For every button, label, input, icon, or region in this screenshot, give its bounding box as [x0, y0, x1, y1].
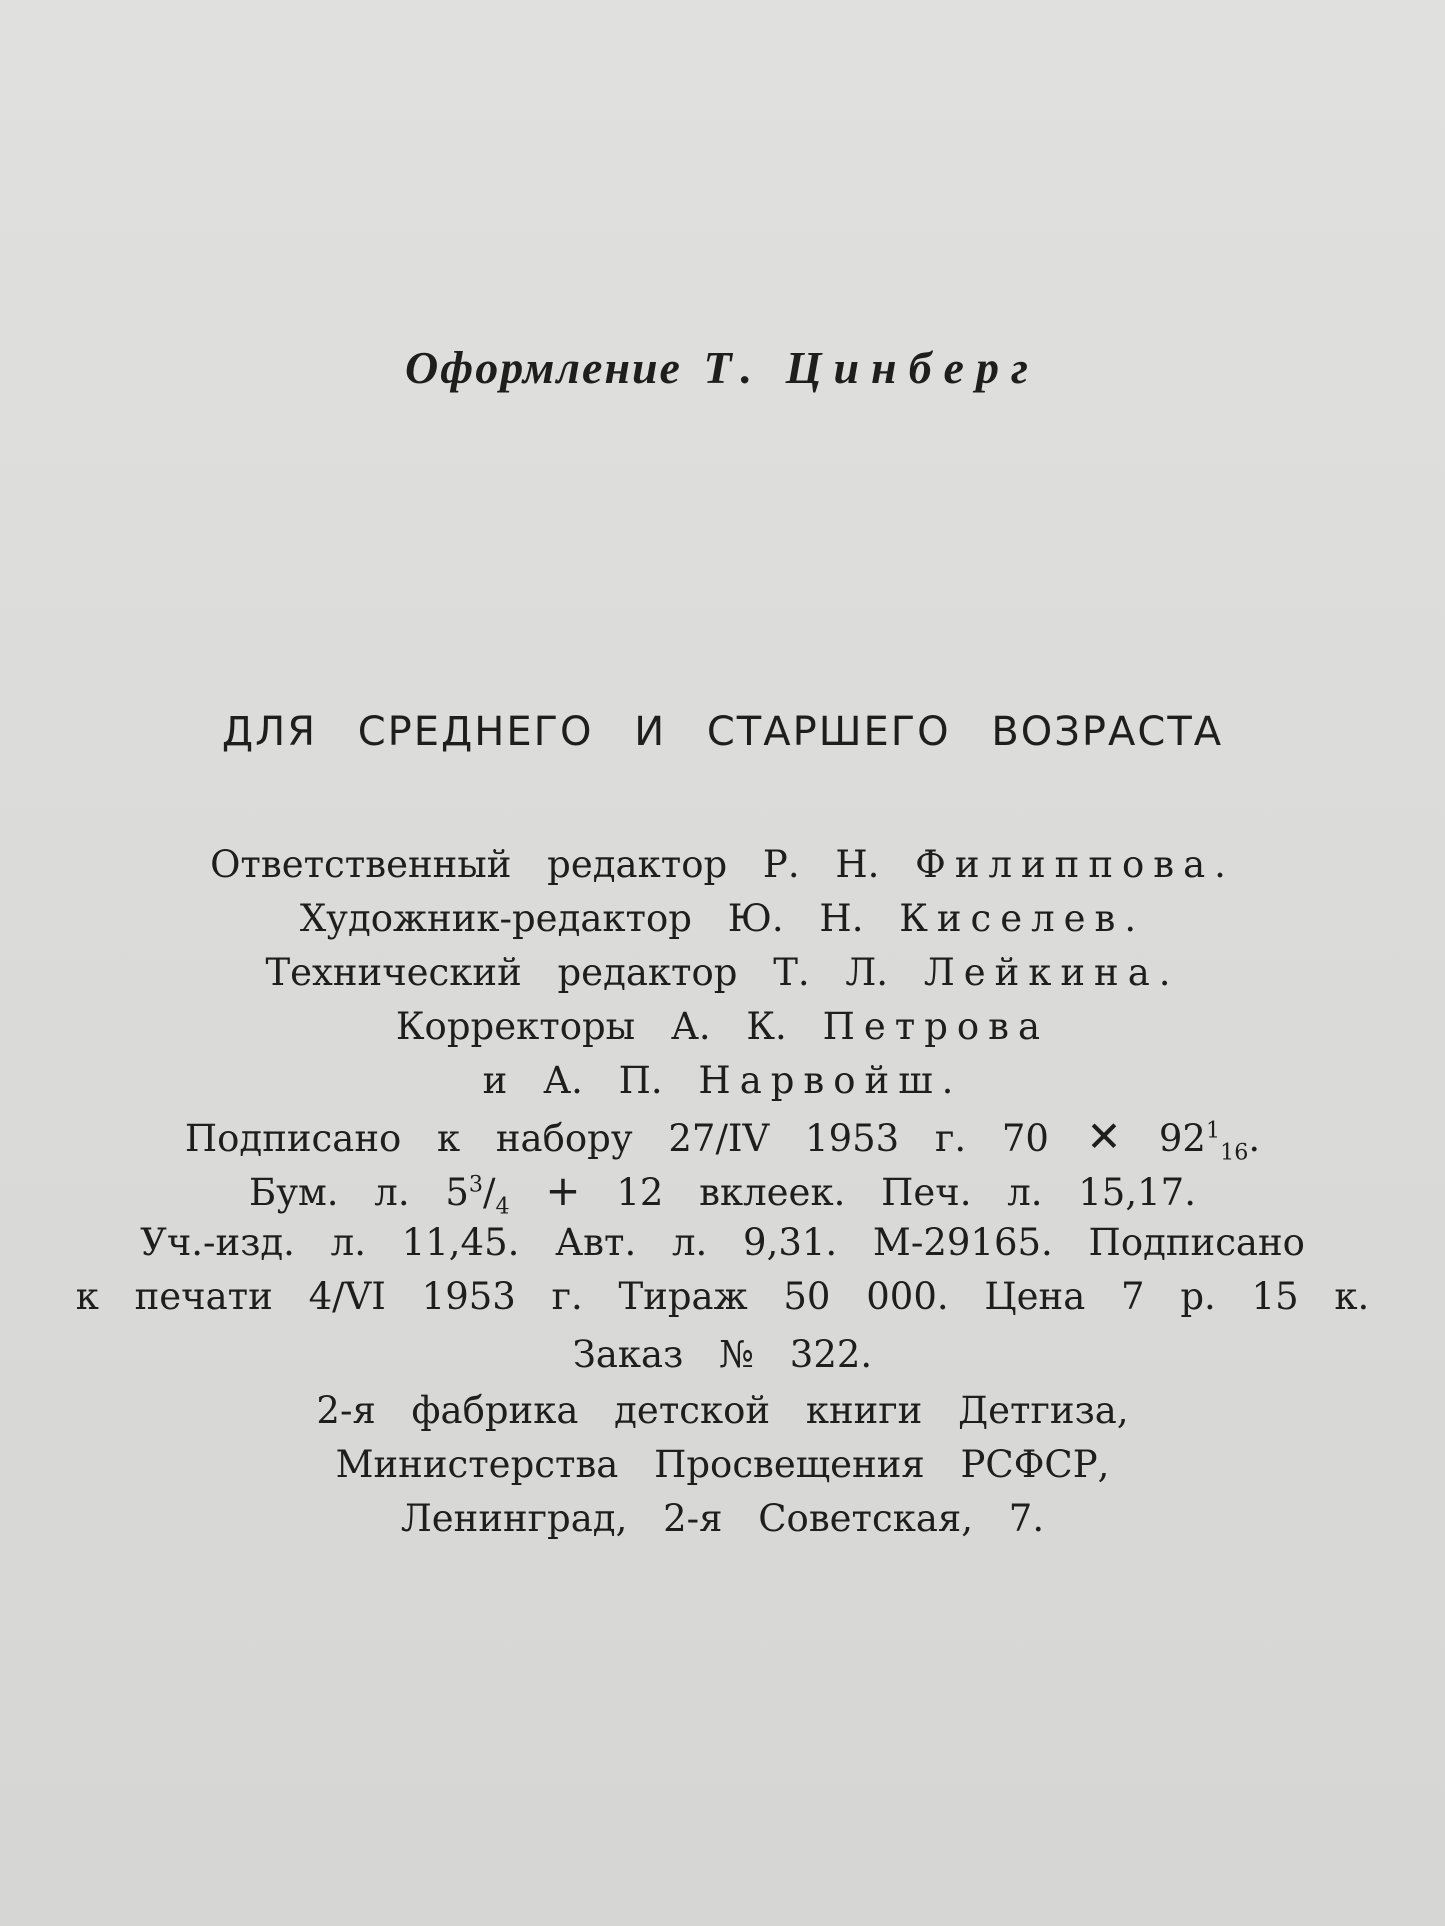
paper-sheets-value: $5^3/_4$	[445, 1171, 510, 1220]
credit-surname: Филиппова.	[915, 843, 1235, 886]
paper-sheets-line	[0, 1166, 1445, 1220]
format-fraction-denominator: 16	[1220, 1139, 1249, 1166]
publishing-sheets-line: Уч.-изд. л. 11,45. Авт. л. 9,31. М-29165. Подписано	[140, 1221, 1305, 1264]
credit-surname: Лейкина.	[923, 951, 1180, 994]
design-credit-initial: Т.	[703, 342, 765, 393]
paper-format: 70 ✕ $92^1_{16}$.	[1001, 1112, 1261, 1166]
credit-line-responsible-editor	[0, 843, 1445, 886]
format-fraction-numerator: 1	[1205, 1117, 1221, 1144]
credit-line-proofreaders	[0, 1005, 1445, 1048]
printer-name: 2-я фабрика детской книги Детгиза,	[316, 1389, 1129, 1432]
credit-line-art-editor	[0, 897, 1445, 940]
credit-surname: Киселев.	[899, 897, 1146, 940]
paper-sheets-whole: 5	[445, 1171, 469, 1214]
signed-for-typesetting: Подписано к набору 27/IV 1953 г.	[184, 1117, 967, 1160]
audience-heading: ДЛЯ СРЕДНЕГО И СТАРШЕГО ВОЗРАСТА	[221, 709, 1224, 755]
credit-surname: Петрова	[822, 1005, 1050, 1048]
format-height: 92	[1158, 1117, 1206, 1160]
order-number: Заказ № 322.	[572, 1333, 873, 1376]
printer-ministry: Министерства Просвещения РСФСР,	[335, 1443, 1110, 1486]
credit-role: Ответственный редактор	[210, 843, 728, 886]
print-sheets: Печ. л. 15,17.	[881, 1171, 1196, 1214]
printer-address: Ленинград, 2-я Советская, 7.	[400, 1497, 1045, 1540]
credit-initials: А. П.	[543, 1059, 663, 1102]
credit-initials: Ю. Н.	[727, 897, 864, 940]
credit-role: Художник-редактор	[299, 897, 692, 940]
signed-for-typesetting-line	[0, 1112, 1445, 1166]
format-width: 70	[1001, 1117, 1049, 1160]
inserts-count: 12 вклеек.	[616, 1171, 846, 1214]
design-credit-surname: Цинберг	[785, 342, 1040, 393]
credit-role: и	[482, 1059, 508, 1102]
credit-line-proofreaders-second	[0, 1059, 1445, 1102]
paper-sheets-numerator: 3	[468, 1171, 484, 1198]
paper-sheets-denominator: 4	[495, 1193, 510, 1220]
design-credit	[0, 342, 1445, 393]
credit-initials: А. К.	[670, 1005, 787, 1048]
credit-surname: Нарвойш.	[698, 1059, 963, 1102]
plus-sign: +	[545, 1166, 581, 1215]
credit-role: Технический редактор	[265, 951, 738, 994]
credit-initials: Р. Н.	[762, 843, 880, 886]
credit-initials: Т. Л.	[773, 951, 889, 994]
credit-role: Корректоры	[395, 1005, 636, 1048]
multiply-sign: ✕	[1048, 1112, 1159, 1161]
paper-sheets-label: Бум. л.	[249, 1171, 410, 1214]
print-run-line: к печати 4/VI 1953 г. Тираж 50 000. Цена 7 р. 15 к.	[75, 1275, 1370, 1318]
design-credit-label: Оформление	[405, 342, 682, 393]
credit-line-technical-editor	[0, 951, 1445, 994]
